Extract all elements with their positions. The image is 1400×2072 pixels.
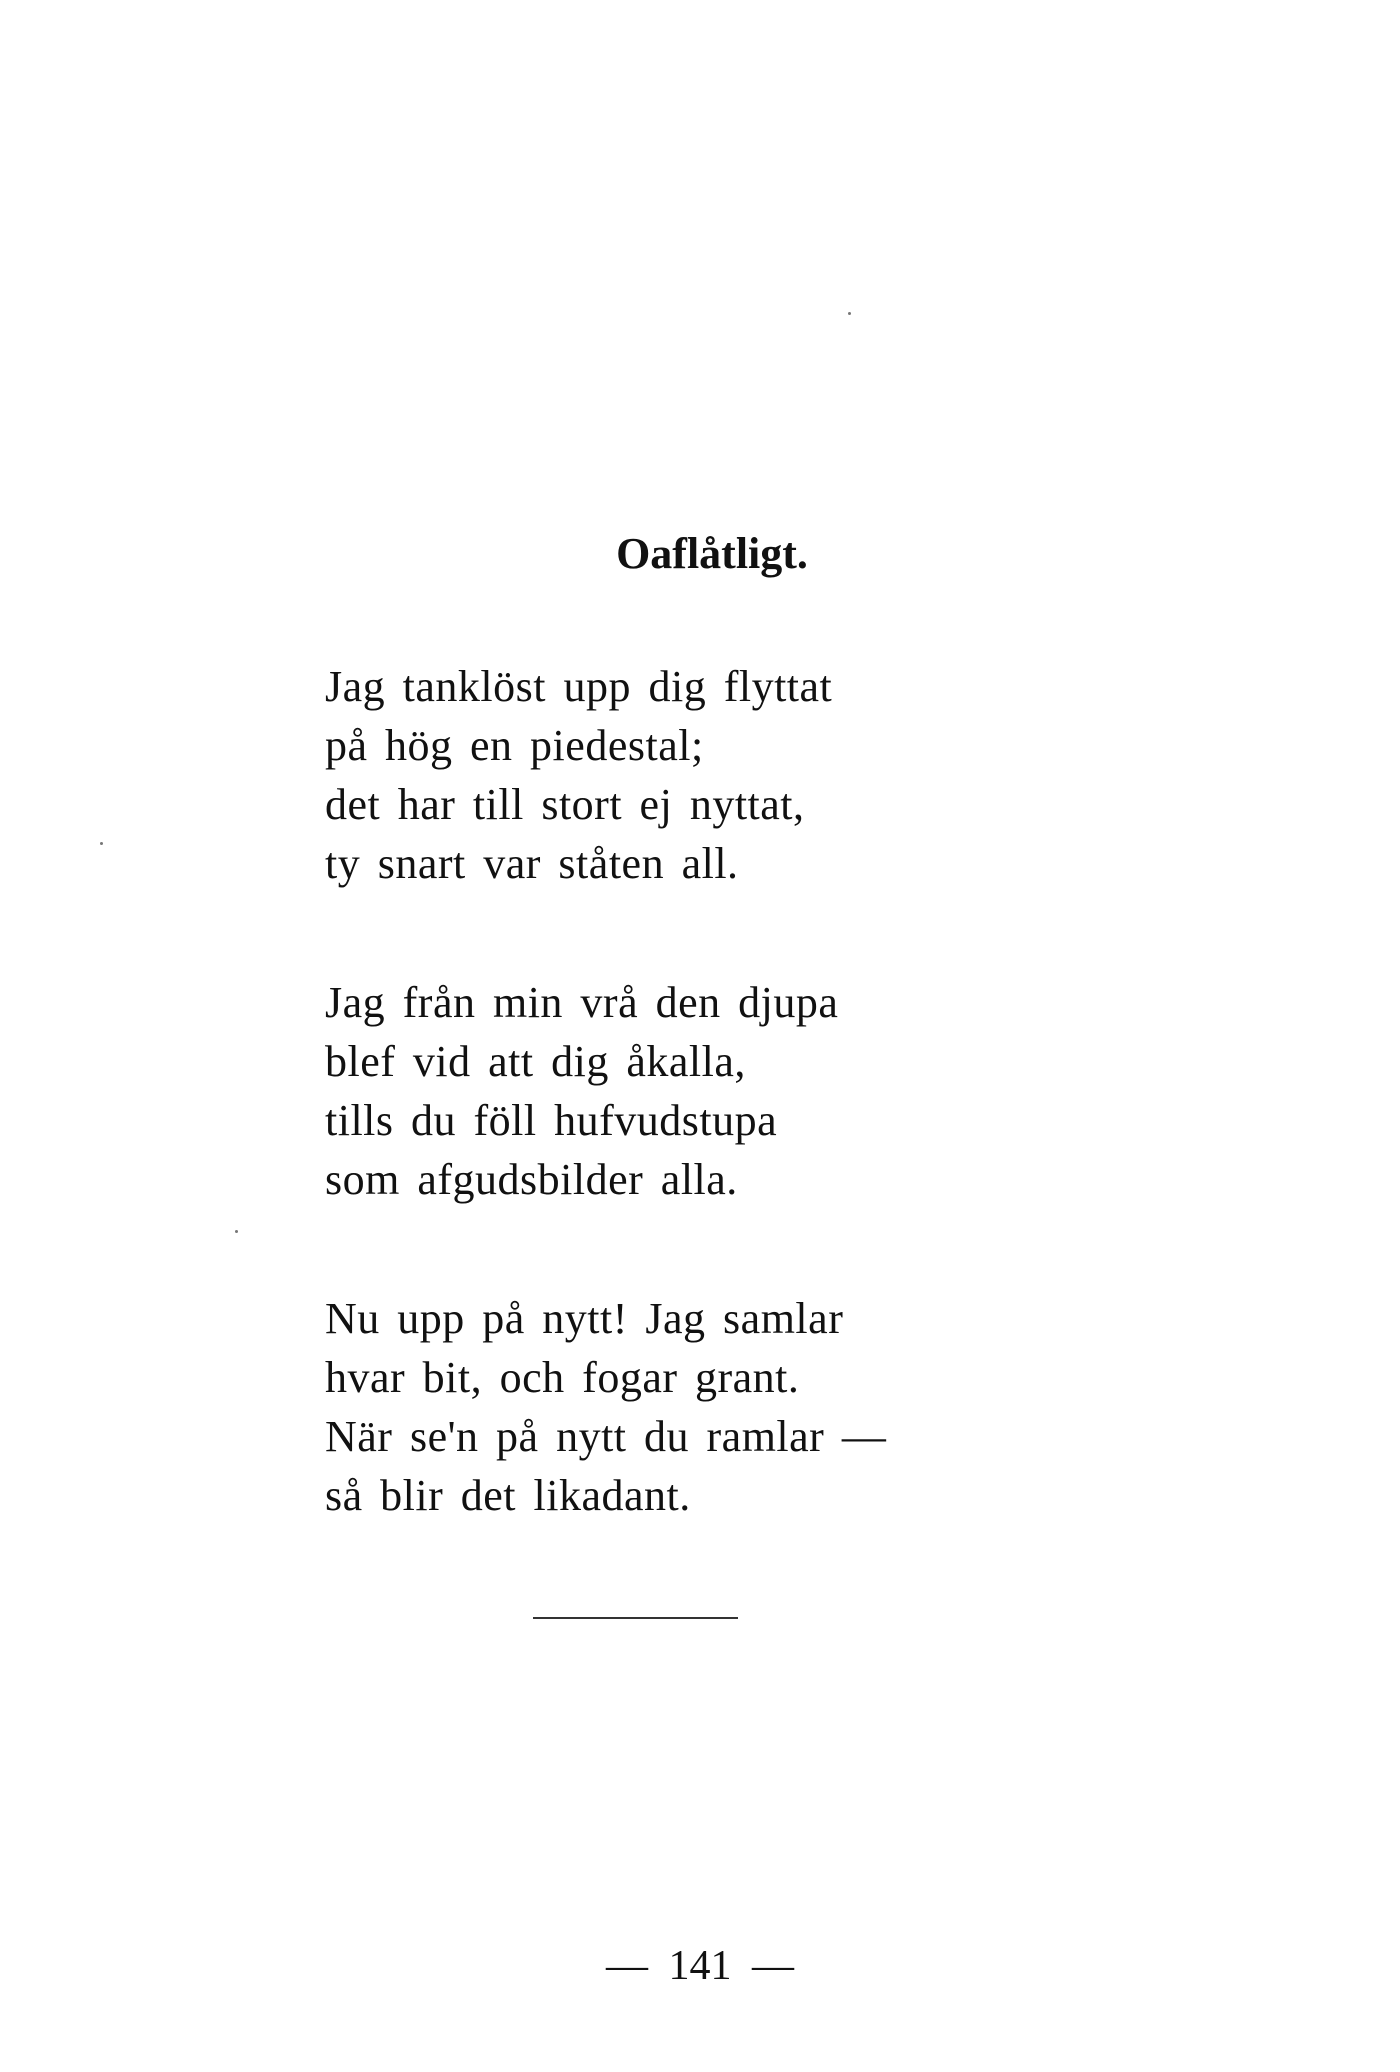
poem-line: Nu upp på nytt! Jag samlar (325, 1294, 844, 1343)
poem-line: så blir det likadant. (325, 1471, 691, 1520)
poem-line: ty snart var ståten all. (325, 839, 739, 888)
ink-speck (100, 842, 103, 845)
poem-line: Jag tanklöst upp dig flyttat (325, 662, 833, 711)
stanza-2 (325, 973, 838, 1209)
stanza-1 (325, 657, 832, 893)
poem-line: som afgudsbilder alla. (325, 1155, 738, 1204)
poem-line: det har till stort ej nyttat, (325, 780, 805, 829)
poem-line: tills du föll hufvudstupa (325, 1096, 778, 1145)
poem-line: Jag från min vrå den djupa (325, 978, 839, 1027)
page-number: — 141 — (606, 1943, 794, 1989)
stanza-3 (325, 1289, 886, 1525)
ink-speck (235, 1230, 238, 1233)
ink-speck (848, 312, 851, 315)
section-divider (533, 1617, 738, 1619)
poem-line: blef vid att dig åkalla, (325, 1037, 746, 1086)
poem-line: på hög en piedestal; (325, 721, 704, 770)
poem-line: hvar bit, och fogar grant. (325, 1353, 800, 1402)
poem-title: Oaflåtligt. (616, 529, 808, 578)
poem-line: När se'n på nytt du ramlar — (325, 1412, 887, 1461)
